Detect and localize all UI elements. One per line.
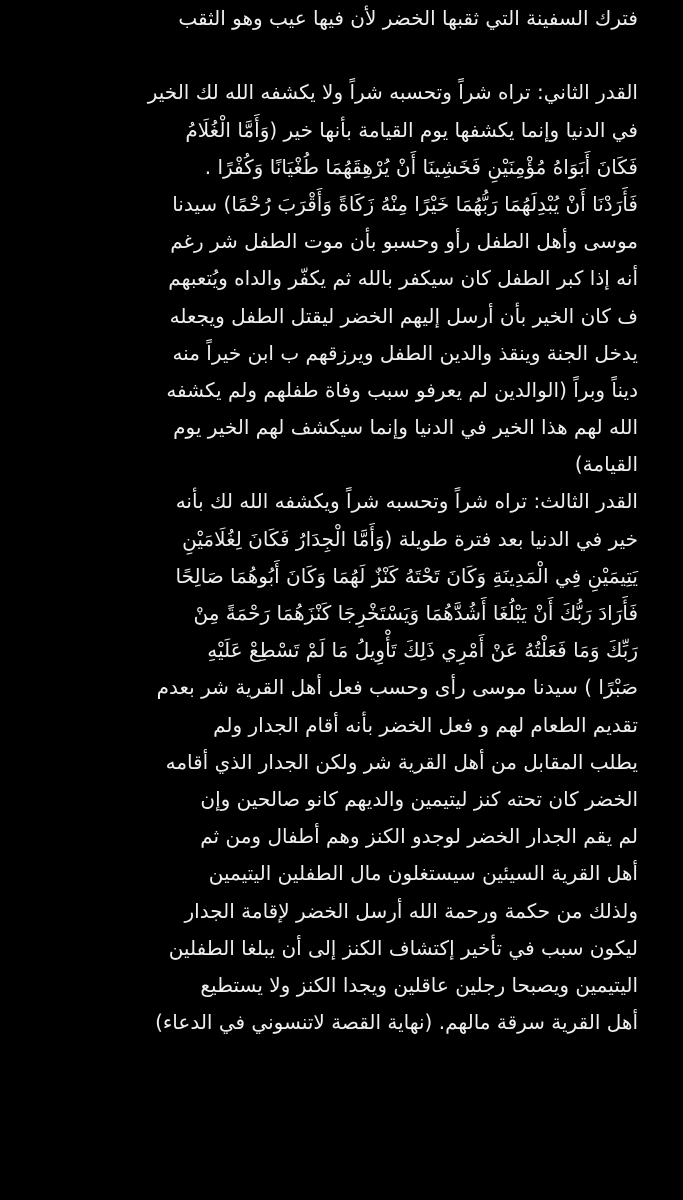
text-line: فَأَرَدْنَا أَنْ يُبْدِلَهُمَا رَبُّهُمَا خَيْرًا مِنْهُ زَكَاةً وَأَقْرَبَ رُحْمًا) سيدنا [172, 191, 638, 216]
text-line: فَكَانَ أَبَوَاهُ مُؤْمِنَيْنِ فَخَشِينَا أَنْ يُرْهِقَهُمَا طُغْيَانًا وَكُفْرًا . [204, 154, 638, 179]
text-line: تقديم الطعام لهم و فعل الخضر بأنه أقام الجدار ولم [213, 712, 638, 737]
text-line: في الدنيا وإنما يكشفها يوم القيامة بأنها خير (وَأَمَّا الْغُلَامُ [185, 117, 638, 142]
text-line-third-destiny-heading: القدر الثالث: تراه شراً وتحسبه شراً ويكشفه الله لك بأنه [175, 489, 638, 514]
text-line: رَبِّكَ وَمَا فَعَلْتُهُ عَنْ أَمْرِي ذَلِكَ تَأْوِيلُ مَا لَمْ تَسْطِعْ عَلَيْهِ [207, 638, 638, 663]
text-line: يَتِيمَيْنِ فِي الْمَدِينَةِ وَكَانَ تَحْتَهُ كَنْزٌ لَهُمَا وَكَانَ أَبُوهُمَا صَالِحًا [175, 563, 638, 588]
text-line: صَبْرًا ) سيدنا موسى رأى وحسب فعل أهل القرية شر بعدم [156, 675, 638, 700]
text-line-second-destiny-heading: القدر الثاني: تراه شراً وتحسبه شراً ولا يكشفه الله لك الخير [147, 80, 638, 105]
text-line: يطلب المقابل من أهل القرية شر ولكن الجدار الذي أقامه [165, 749, 638, 774]
text-line: القيامة) [574, 452, 638, 477]
text-line: ديناً وبراً (الوالدين لم يعرفو سبب وفاة طفلهم ولم يكشفه [166, 377, 638, 402]
text-line: اليتيمين ويصبحا رجلين عاقلين ويجدا الكنز ولا يستطيع [200, 972, 638, 997]
text-line: أنه إذا كبر الطفل كان سيكفر بالله ثم يكفّر والداه ويُتعبهم [168, 266, 638, 291]
text-line: ليكون سبب في تأخير إكتشاف الكنز إلى أن يبلغا الطفلين [168, 935, 638, 960]
text-line: ف كان الخير بأن أرسل إليهم الخضر ليقتل الطفل ويجعله [169, 303, 638, 328]
text-line: لم يقم الجدار الخضر لوجدو الكنز وهم أطفال ومن ثم [200, 824, 638, 849]
text-line: الخضر كان تحته كنز ليتيمين والديهم كانو صالحين وإن [200, 786, 638, 811]
text-line-story-end: أهل القرية سرقة مالهم. (نهاية القصة لاتنسوني في الدعاء) [155, 1010, 638, 1035]
text-line: يدخل الجنة وينقذ والدين الطفل ويرزقهم ب ابن خيراً منه [172, 340, 638, 365]
text-line: موسى وأهل الطفل رأو وحسبو بأن موت الطفل شر رغم [170, 229, 638, 254]
text-line: أهل القرية السيئين سيستغلون مال الطفلين اليتيمين [208, 861, 638, 886]
story-text [40, 0, 638, 1041]
text-line: فَأَرَادَ رَبُّكَ أَنْ يَبْلُغَا أَشُدَّهُمَا وَيَسْتَخْرِجَا كَنْزَهُمَا رَحْمَةً مِنْ [193, 601, 638, 625]
text-line: الله لهم هذا الخير في الدنيا وإنما سيكشف لهم الخير يوم [173, 415, 638, 440]
text-line: فترك السفينة التي ثقبها الخضر لأن فيها عيب وهو الثقب [178, 6, 638, 30]
blank-line [40, 37, 638, 74]
text-line: خير في الدنيا بعد فترة طويلة (وَأَمَّا الْجِدَارُ فَكَانَ لِغُلَامَيْنِ [182, 526, 638, 551]
text-line: ولذلك من حكمة ورحمة الله أرسل الخضر لإقامة الجدار [184, 898, 638, 923]
